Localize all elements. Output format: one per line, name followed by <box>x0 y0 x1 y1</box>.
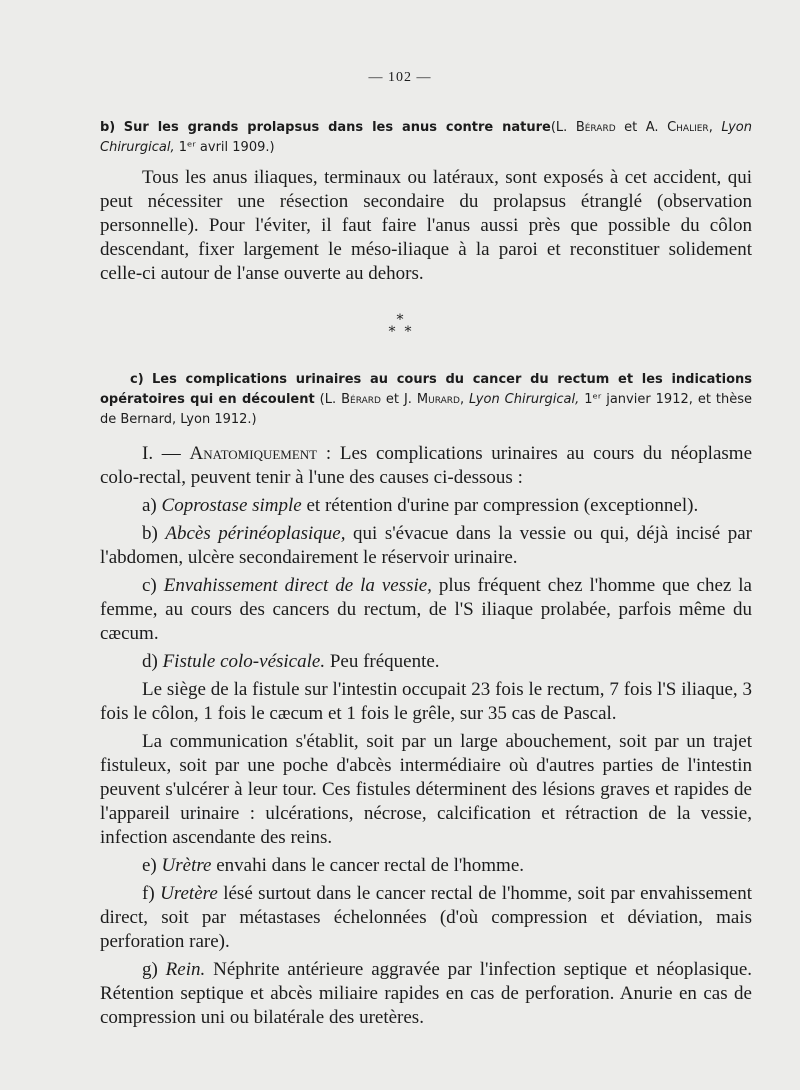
cause-term: Urètre <box>161 855 212 876</box>
page-number: — 102 — <box>368 70 432 85</box>
cause-item-a <box>100 494 752 518</box>
section-b-author2: Chalier <box>667 120 709 135</box>
cause-term: Uretère <box>160 883 218 904</box>
cause-item-b <box>100 522 752 570</box>
section-c-title: Les complications urinaires au cours du cancer du rectum et les indications opératoires qui en découlent <box>100 372 752 407</box>
intro-number: I. — <box>142 443 190 464</box>
cause-item-f <box>100 882 752 954</box>
section-b-authors-pre: (L. <box>550 120 576 135</box>
cause-item-c <box>100 574 752 646</box>
paragraph-siege: Le siège de la fistule sur l'intestin occupait 23 fois le rectum, 7 fois l'S iliaque, 3 fois le côlon, 1 fois le cæcum et 1 fois le grêle, sur 35 cas de Pascal. <box>100 679 752 724</box>
section-b-author-sep: et A. <box>615 120 668 135</box>
section-c <box>100 370 752 1034</box>
section-c-author-sep: et J. <box>380 392 417 407</box>
cause-mark: b) <box>142 523 166 544</box>
section-c-date: 1ᵉʳ janvier 1912, et thèse de Bernard, Lyon 1912.) <box>100 392 752 427</box>
cause-mark: f) <box>142 883 161 904</box>
cause-text: qui s'évacue dans la vessie ou qui, déjà incisé par l'abdomen, ulcère secondairement le réservoir urinaire. <box>100 523 752 568</box>
cause-mark: c) <box>142 575 164 596</box>
cause-term: Coprostase simple <box>161 495 302 516</box>
section-b-paragraph: Tous les anus iliaques, terminaux ou latéraux, sont exposés à cet accident, qui peut nécessiter une résection secondaire du prolapsus étranglé (observation personnelle). Pour l'éviter, il faut faire l'anus aussi près que possible du côlon descendant, fixer largement le méso-iliaque à la paroi et reconstituer solidement celle-ci autour de l'anse ouverte au dehors. <box>100 167 752 284</box>
paragraph-communication: La communication s'établit, soit par un large abouchement, soit par un trajet fistuleux, soit par une poche d'abcès intermédiaire où d'autres parties de l'intestin peuvent s'ulcérer à leur tour. Ces fistules déterminent des lésions graves et rapides de l'appareil urinaire : ulcérations, nécrose, calcification et rétraction de la vessie, infection ascendante des reins. <box>100 731 752 848</box>
section-c-label: c) <box>130 372 144 387</box>
cause-text: Peu fréquente. <box>325 651 440 672</box>
cause-term: Rein. <box>165 959 206 980</box>
cause-mark: d) <box>142 651 163 672</box>
cause-item-e <box>100 854 752 878</box>
section-b-date: 1ᵉʳ avril 1909.) <box>174 140 275 155</box>
cause-text: lésé surtout dans le cancer rectal de l'homme, soit par envahissement direct, soit par métastases échelonnées (d'où compression et déviation, mais perforation rare). <box>100 883 753 952</box>
section-c-journal: Lyon Chirurgical, <box>469 392 580 407</box>
cause-text: Néphrite antérieure aggravée par l'infection septique et néoplasique. Rétention septique et abcès miliaire rapides en cas de perforation. Anurie en cas de compression uni ou bilatérale des uretères. <box>100 959 752 1028</box>
cause-item-d <box>100 650 752 674</box>
section-c-author1: Bérard <box>341 392 381 407</box>
cause-mark: g) <box>142 959 166 980</box>
cause-term: Abcès périnéoplasique, <box>165 523 346 544</box>
cause-mark: a) <box>142 495 162 516</box>
section-c-intro <box>100 442 752 490</box>
section-b-journal: Lyon Chirurgical, <box>100 120 752 155</box>
cause-text: plus fréquent chez l'homme que chez la femme, au cours des cancers du rectum, de l'S iliaque prolabée, parfois même du cæcum. <box>100 575 752 644</box>
intro-heading: Anatomiquement <box>189 443 318 464</box>
cause-term: Fistule colo-vésicale. <box>162 651 326 672</box>
section-b-label: b) <box>100 120 116 135</box>
section-b-heading: b) Sur les grands prolapsus dans les anus contre nature(L. Bérard et A. Chalier, Lyon Chirurgical, 1ᵉʳ avril 1909.) <box>100 120 752 155</box>
section-c-author2: Murard <box>416 392 460 407</box>
section-c-heading: c) Les complications urinaires au cours du cancer du rectum et les indications opératoires qui en découlent (L. Bérard et J. Murard, Lyon Chirurgical, 1ᵉʳ janvier 1912, et thèse de Bernard, Lyon 1912.) <box>100 372 752 427</box>
section-b <box>100 118 752 290</box>
section-b-title: Sur les grands prolapsus dans les anus contre nature <box>123 120 551 135</box>
section-separator: * * * <box>388 312 412 340</box>
cause-text: envahi dans le cancer rectal de l'homme. <box>211 855 525 876</box>
cause-term: Envahissement direct de la vessie, <box>163 575 432 596</box>
section-c-authors-pre: (L. <box>314 392 342 407</box>
cause-item-g <box>100 958 752 1030</box>
intro-text: : Les complications urinaires au cours du néoplasme colo-rectal, peuvent tenir à l'une des causes ci-dessous : <box>100 443 752 488</box>
cause-mark: e) <box>142 855 162 876</box>
section-b-author1: Bérard <box>575 120 616 135</box>
cause-text: et rétention d'urine par compression (exceptionnel). <box>301 495 699 516</box>
